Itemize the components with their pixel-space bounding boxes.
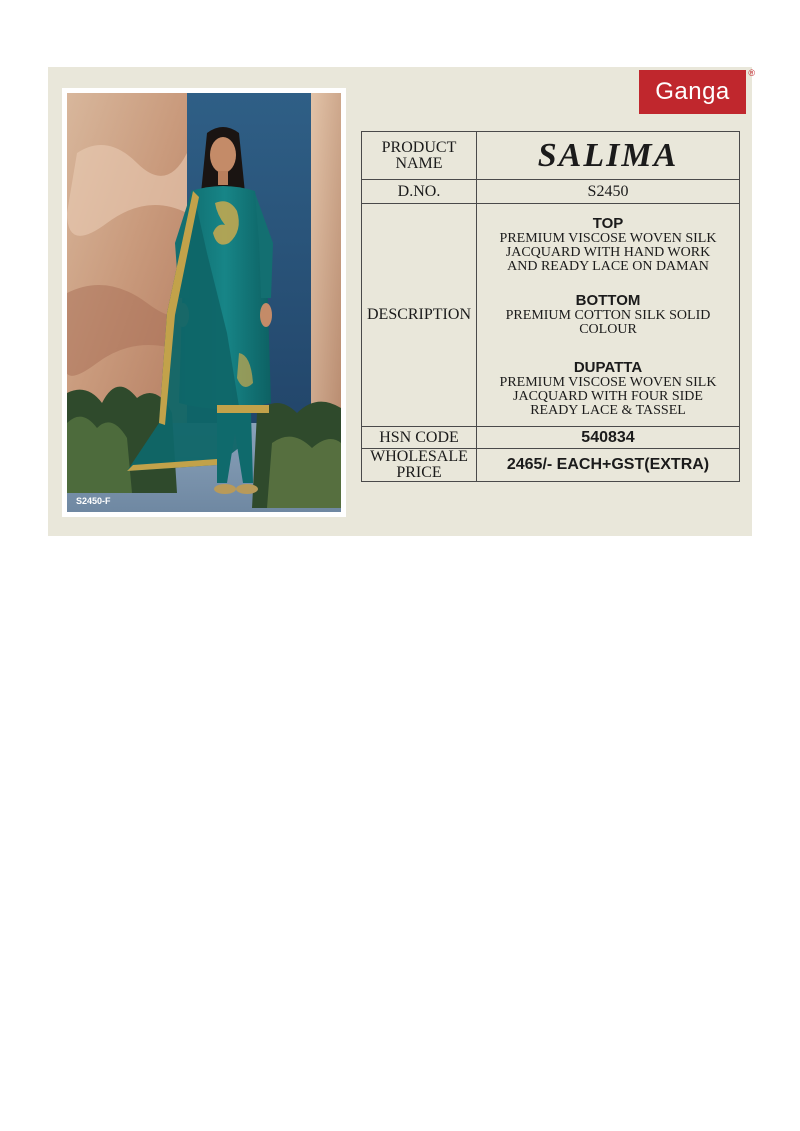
hsn-label: HSN CODE: [362, 427, 477, 449]
product-name-label: PRODUCT NAME: [362, 132, 477, 180]
desc-dupatta-line: READY LACE & TASSEL: [530, 402, 686, 418]
hsn-row: [362, 427, 740, 449]
photo-caption: S2450-F: [76, 496, 111, 506]
dno-label: D.NO.: [362, 180, 477, 204]
brand-logo: [639, 68, 755, 114]
desc-dupatta-line: PREMIUM VISCOSE WOVEN SILK: [499, 374, 717, 390]
hsn-value: 540834: [477, 427, 740, 449]
desc-top-line: JACQUARD WITH HAND WORK: [505, 244, 711, 260]
dno-row: [362, 180, 740, 204]
registered-mark: ®: [748, 68, 755, 78]
desc-bottom-line: COLOUR: [579, 321, 637, 337]
product-name-row: [362, 132, 740, 180]
desc-bottom-line: PREMIUM COTTON SILK SOLID: [505, 307, 711, 323]
desc-top-line: PREMIUM VISCOSE WOVEN SILK: [499, 230, 717, 246]
model-illustration: [67, 93, 341, 512]
desc-top-heading: TOP: [592, 214, 624, 232]
description-row: [362, 204, 740, 427]
product-photo: [67, 93, 341, 512]
wholesale-price: 2465/- EACH+GST(EXTRA): [477, 449, 740, 482]
catalog-sheet: [48, 67, 755, 536]
desc-top-line: AND READY LACE ON DAMAN: [507, 258, 709, 274]
dno-value: S2450: [477, 180, 740, 204]
wholesale-label: WHOLESALE PRICE: [362, 449, 477, 482]
description-value: [477, 204, 740, 427]
product-spec-table: [361, 131, 740, 482]
desc-dupatta-line: JACQUARD WITH FOUR SIDE: [513, 388, 703, 404]
wholesale-row: [362, 449, 740, 482]
description-label: DESCRIPTION: [362, 204, 477, 427]
product-photo-frame: [62, 88, 346, 517]
brand-logo-text: Ganga: [655, 78, 730, 105]
product-name-value: SALIMA: [477, 132, 740, 180]
desc-dupatta-heading: DUPATTA: [573, 358, 643, 376]
desc-bottom-heading: BOTTOM: [575, 291, 641, 309]
